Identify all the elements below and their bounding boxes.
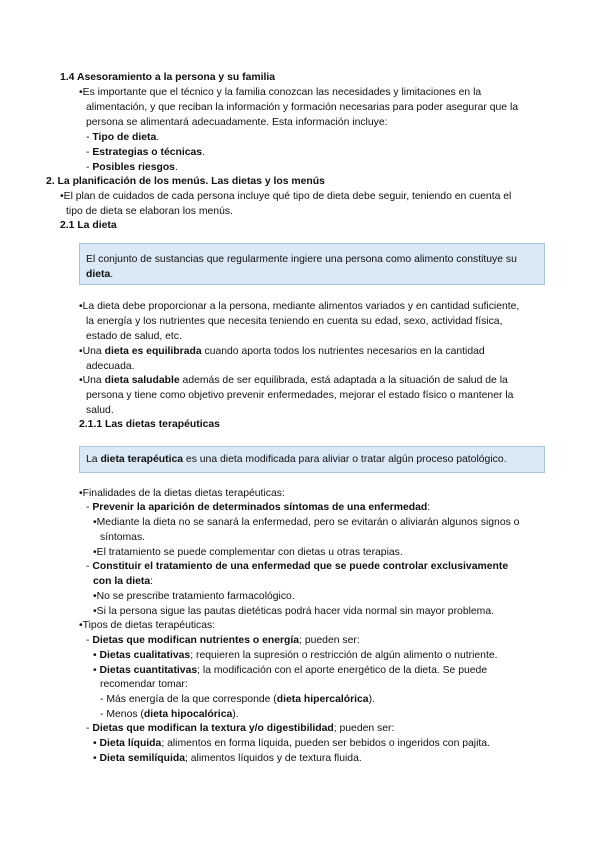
list-item: - Tipo de dieta.: [86, 132, 160, 143]
section-heading-2-1-1: 2.1.1 Las dietas terapéuticas: [79, 419, 220, 430]
list-item: • Dietas cualitativas; requieren la supresión o restricción de algún alimento o nutriente.: [93, 650, 498, 661]
definition-box-dieta: [79, 243, 545, 285]
list-item: - Estrategias o técnicas.: [86, 147, 205, 158]
section-heading-1-4: 1.4 Asesoramiento a la persona y su familia: [60, 72, 276, 83]
section-heading-2: 2. La planificación de los menús. Las dietas y los menús: [46, 176, 325, 187]
paragraph-line: alimentación, y que reciban la información y formación necesarias para poder asegurar que la: [86, 102, 519, 113]
list-item: - Prevenir la aparición de determinados síntomas de una enfermedad:: [86, 502, 431, 513]
list-item: •El tratamiento se puede complementar con dietas u otras terapias.: [93, 547, 403, 558]
list-item: • Dieta semilíquida; alimentos líquidos y de textura fluida.: [93, 753, 362, 764]
list-item: •Si la persona sigue las pautas dietéticas podrá hacer vida normal sin mayor problema.: [93, 606, 495, 617]
paragraph-line: •Una dieta saludable además de ser equilibrada, está adaptada a la situación de salud de la: [79, 375, 508, 386]
list-item: • Dieta líquida; alimentos en forma líquida, pueden ser bebidos o ingeridos con pajita.: [93, 738, 490, 749]
paragraph-line: salud.: [86, 405, 114, 416]
list-item: •No se prescribe tratamiento farmacológico.: [93, 591, 295, 602]
list-item: - Constituir el tratamiento de una enfermedad que se puede controlar exclusivamente: [86, 561, 509, 572]
list-item: - Más energía de la que corresponde (dieta hipercalórica).: [100, 694, 375, 705]
paragraph-line: la energía y los nutrientes que necesita teniendo en cuenta su edad, sexo, actividad física,: [86, 316, 503, 327]
paragraph-line: persona y tiene como objetivo prevenir enfermedades, mejorar el estado físico o mantener la: [86, 390, 514, 401]
list-item: - Dietas que modifican la textura y/o digestibilidad; pueden ser:: [86, 723, 395, 734]
paragraph-line: tipo de dieta se elaboran los menús.: [66, 206, 233, 217]
list-item: síntomas.: [100, 532, 146, 543]
section-heading-2-1: 2.1 La dieta: [60, 220, 117, 231]
paragraph-line: persona se alimentará adecuadamente. Esta información incluye:: [86, 117, 388, 128]
paragraph-line: •Finalidades de la dietas dietas terapéuticas:: [79, 488, 285, 499]
list-item: - Menos (dieta hipocalórica).: [100, 709, 239, 720]
paragraph-line: •Tipos de dietas terapéuticas:: [79, 620, 216, 631]
list-item: recomendar tomar:: [100, 679, 188, 690]
definition-text: dieta.: [86, 269, 114, 280]
list-item: - Posibles riesgos.: [86, 162, 178, 173]
definition-text: La dieta terapéutica es una dieta modificada para aliviar o tratar algún proceso patológico.: [86, 454, 507, 465]
paragraph-line: •La dieta debe proporcionar a la persona, mediante alimentos variados y en cantidad suficiente,: [79, 301, 520, 312]
list-item: • Dietas cuantitativas; la modificación con el aporte energético de la dieta. Se puede: [93, 665, 488, 676]
definition-box-dieta-terapeutica: [79, 446, 545, 473]
paragraph-line: adecuada.: [86, 361, 135, 372]
paragraph-line: •El plan de cuidados de cada persona incluye qué tipo de dieta debe seguir, teniendo en cuenta el: [60, 191, 512, 202]
definition-text: El conjunto de sustancias que regularmente ingiere una persona como alimento constituye su: [86, 254, 517, 265]
list-item: - Dietas que modifican nutrientes o energía; pueden ser:: [86, 635, 360, 646]
paragraph-line: estado de salud, etc.: [86, 331, 182, 342]
paragraph-line: •Es importante que el técnico y la familia conozcan las necesidades y limitaciones en la: [79, 87, 482, 98]
list-item: •Mediante la dieta no se sanará la enfermedad, pero se evitarán o aliviarán algunos signos o: [93, 517, 520, 528]
list-item: con la dieta:: [93, 576, 154, 587]
paragraph-line: •Una dieta es equilibrada cuando aporta todos los nutrientes necesarios en la cantidad: [79, 346, 485, 357]
